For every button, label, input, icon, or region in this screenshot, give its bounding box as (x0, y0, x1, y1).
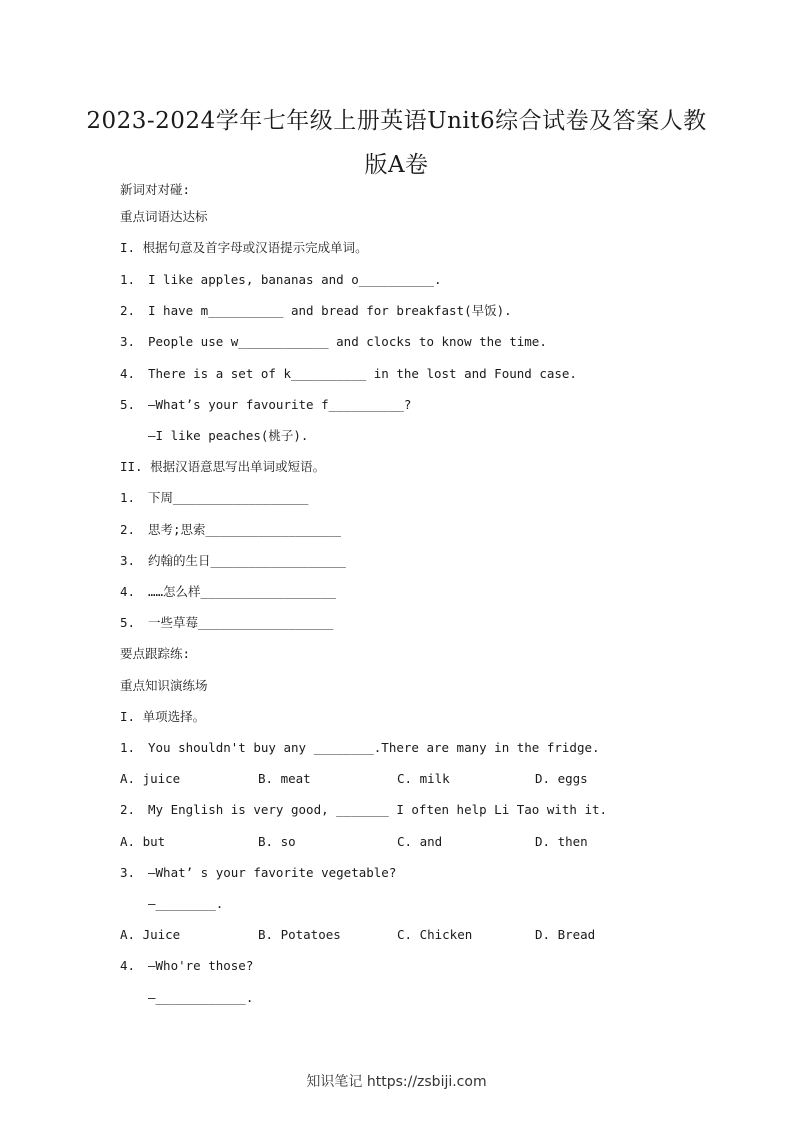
part1-item-5-num: 5. (120, 397, 136, 412)
q2-option-c: C. and (397, 834, 443, 849)
part2-item-3-num: 3. (120, 553, 136, 568)
part1-item-1-text: I like apples, bananas and o__________. (148, 272, 442, 287)
part1-item-4-num: 4. (120, 366, 136, 381)
part2-item-1-num: 1. (120, 490, 136, 505)
part2-item-4-text: ……怎么样__________________ (148, 584, 337, 599)
q2-option-d: D. then (535, 834, 588, 849)
q4-text: —Who're those? (148, 958, 254, 973)
part1-item-2-text: I have m__________ and bread for breakfast(早饭). (148, 303, 512, 318)
part3-heading: I. 单项选择。 (120, 709, 206, 724)
q2-text: My English is very good, _______ I often help Li Tao with it. (148, 802, 608, 817)
part2-item-3-text: 约翰的生日__________________ (148, 553, 346, 568)
q1-option-d: D. eggs (535, 771, 588, 786)
part1-item-5-text: —What’s your favourite f__________? (148, 397, 412, 412)
part1-item-4-text: There is a set of k__________ in the lost and Found case. (148, 366, 577, 381)
heading-new-words: 新词对对碰: (120, 182, 191, 197)
page-title-line1: 2023-2024学年七年级上册英语Unit6综合试卷及答案人教 (86, 108, 707, 134)
part1-item-5-answer: —I like peaches(桃子). (148, 428, 309, 443)
part1-item-2-num: 2. (120, 303, 136, 318)
part2-item-1-text: 下周__________________ (148, 490, 309, 505)
part1-heading: I. 根据句意及首字母或汉语提示完成单词。 (120, 240, 368, 255)
q1-option-c: C. milk (397, 771, 450, 786)
q4-answer: —____________. (148, 990, 254, 1005)
part2-heading: II. 根据汉语意思写出单词或短语。 (120, 459, 326, 474)
page-title-line2: 版A卷 (364, 152, 429, 178)
footer-watermark: 知识笔记 https://zsbiji.com (306, 1074, 487, 1090)
q1-text: You shouldn't buy any ________.There are many in the fridge. (148, 740, 600, 755)
q1-num: 1. (120, 740, 136, 755)
q1-option-a: A. juice (120, 771, 181, 786)
part1-item-3-num: 3. (120, 334, 136, 349)
q3-answer: —________. (148, 896, 224, 911)
heading-key-practice: 要点跟踪练: (120, 646, 191, 661)
q3-option-d: D. Bread (535, 927, 596, 942)
q2-num: 2. (120, 802, 136, 817)
heading-key-words: 重点词语达达标 (120, 209, 208, 224)
part2-item-5-text: 一些草莓__________________ (148, 615, 334, 630)
q3-text: —What’ s your favorite vegetable? (148, 865, 397, 880)
q2-option-b: B. so (258, 834, 296, 849)
q3-option-c: C. Chicken (397, 927, 473, 942)
part1-item-1-num: 1. (120, 272, 136, 287)
part2-item-4-num: 4. (120, 584, 136, 599)
q3-option-b: B. Potatoes (258, 927, 341, 942)
q3-num: 3. (120, 865, 136, 880)
heading-knowledge-drill: 重点知识演练场 (120, 678, 208, 693)
part2-item-2-text: 思考;思索__________________ (148, 522, 341, 537)
q3-option-a: A. Juice (120, 927, 181, 942)
part2-item-5-num: 5. (120, 615, 136, 630)
part1-item-3-text: People use w____________ and clocks to know the time. (148, 334, 547, 349)
q2-option-a: A. but (120, 834, 166, 849)
q1-option-b: B. meat (258, 771, 311, 786)
part2-item-2-num: 2. (120, 522, 136, 537)
q4-num: 4. (120, 958, 136, 973)
